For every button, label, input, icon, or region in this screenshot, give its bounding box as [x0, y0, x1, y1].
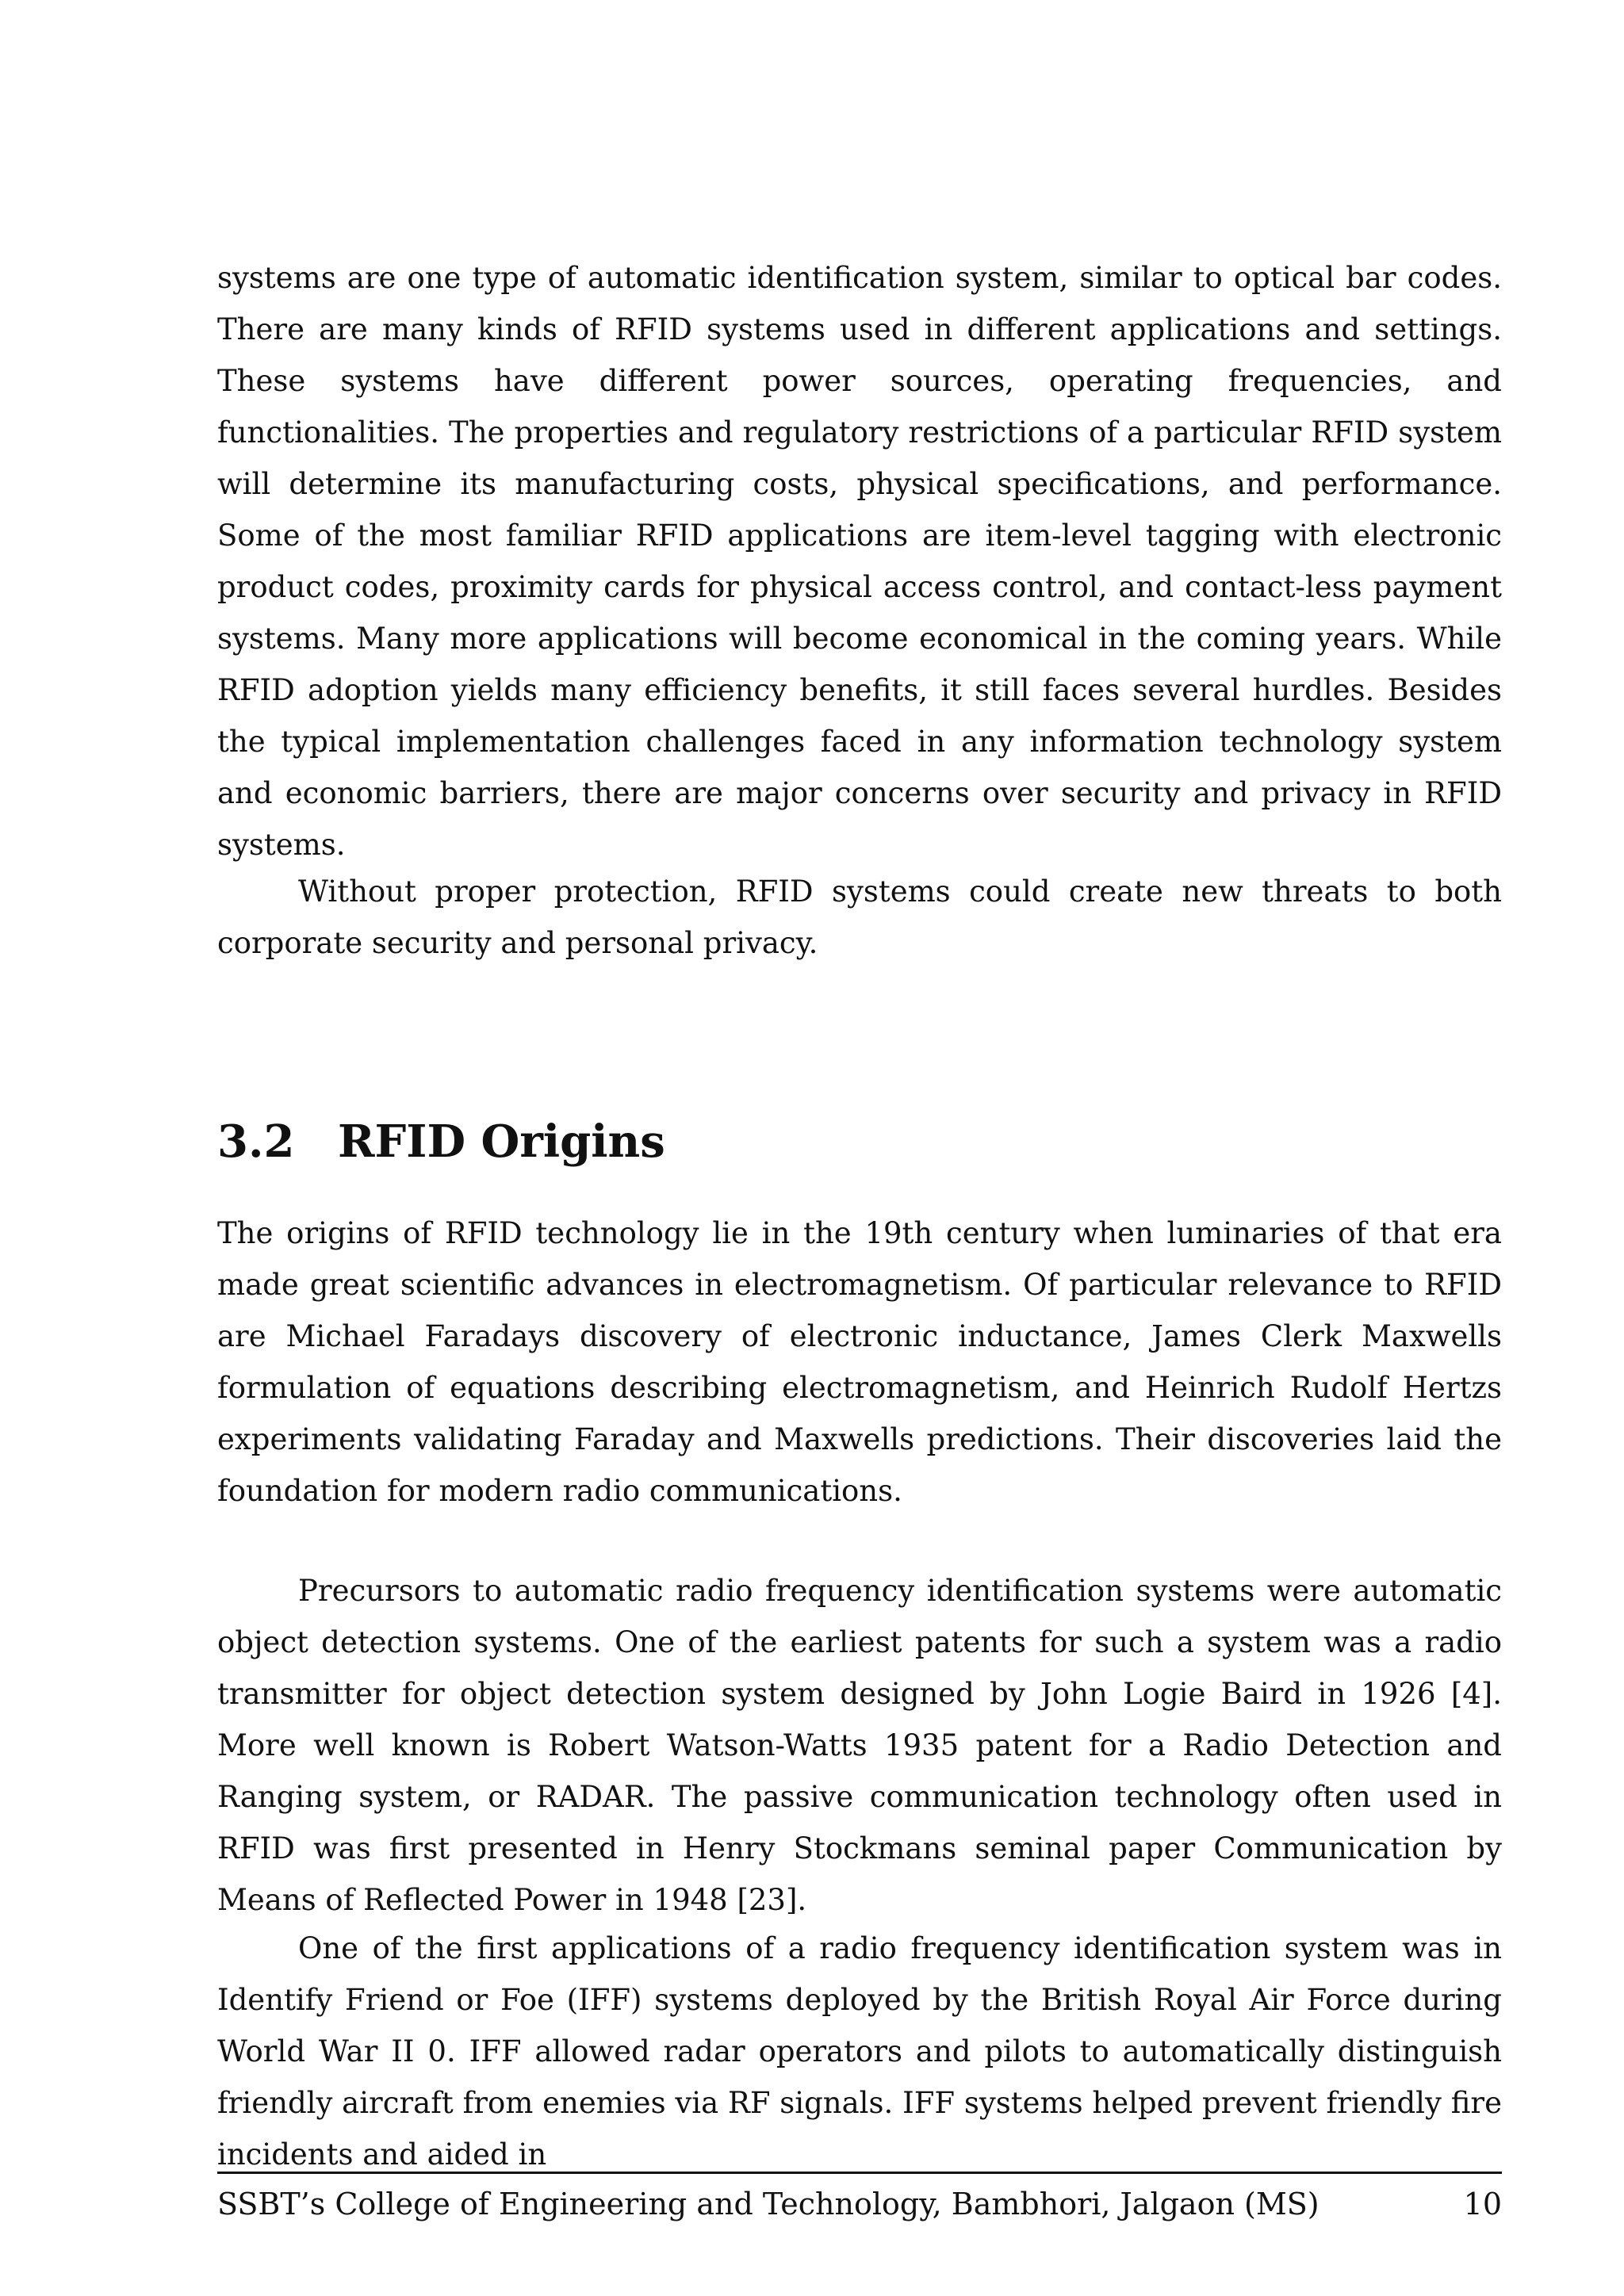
paragraph-protection-threats: Without proper protection, RFID systems could create new threats to both corporate security and personal privacy. [217, 874, 1502, 960]
footer-divider [217, 2172, 1502, 2174]
paragraph-precursors: Precursors to automatic radio frequency identification systems were automatic object detection systems. One of the earliest patents for such a system was a radio transmitter for object detection system designed by John Logie Baird in 1926 [4]. More well known is Robert Watson-Watts 1935 patent for a Radio Detection and Ranging system, or RADAR. The passive communication technology often used in RFID was first presented in Henry Stockmans seminal paper Communication by Means of Reflected Power in 1948 [23]. [217, 1574, 1502, 1917]
section-number: 3.2 [217, 1115, 295, 1168]
section-title: RFID Origins [338, 1115, 665, 1168]
footer-page-number: 10 [1463, 2187, 1502, 2221]
paragraph-iff-systems: One of the first applications of a radio frequency identification system was in Identify Friend or Foe (IFF) systems deployed by the British Royal Air Force during World War II 0. IFF allowed radar operators and pilots to automatically distinguish friendly aircraft from enemies via RF signals. IFF systems helped prevent friendly fire incidents and aided in [217, 1931, 1502, 2172]
section-heading [217, 1110, 665, 1173]
paragraph-rfid-origins: The origins of RFID technology lie in the 19th century when luminaries of that era made great scientific advances in electromagnetism. Of particular relevance to RFID are Michael Faradays discovery of electronic inductance, James Clerk Maxwells formulation of equations describing electromagnetism, and Heinrich Rudolf Hertzs experiments validating Faraday and Maxwells predictions. Their discoveries laid the foundation for modern radio communications. [217, 1216, 1502, 1508]
paragraph-rfid-systems-overview: systems are one type of automatic identification system, similar to optical bar codes. There are many kinds of RFID systems used in different applications and settings. These systems have different power sources, operating frequencies, and functionalities. The properties and regulatory restrictions of a particular RFID system will determine its manufacturing costs, physical specifications, and performance. Some of the most familiar RFID applications are item-level tagging with electronic product codes, proximity cards for physical access control, and contact-less payment systems. Many more applications will become economical in the coming years. While RFID adoption yields many efficiency benefits, it still faces several hurdles. Besides the typical implementation challenges faced in any information technology system and economic barriers, there are major concerns over security and privacy in RFID systems. [217, 261, 1502, 862]
footer-institution: SSBT’s College of Engineering and Technology, Bambhori, Jalgaon (MS) [217, 2187, 1320, 2221]
